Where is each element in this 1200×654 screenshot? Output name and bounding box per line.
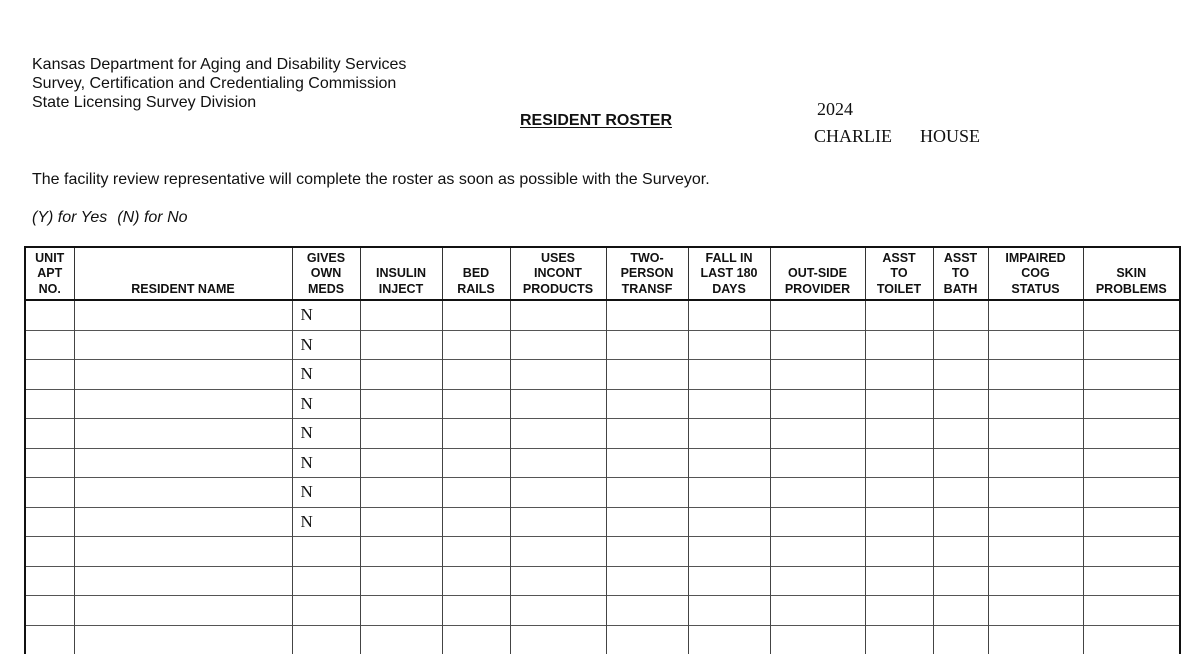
cell-two-person-transf[interactable] [606,507,688,537]
table-row [25,507,1180,537]
facility-name-part2: HOUSE [920,126,981,146]
facility-name [814,126,980,147]
cell-asst-to-bath[interactable] [933,507,988,537]
column-header-line: ASST [882,250,916,265]
cell-impaired-cog-status[interactable] [988,300,1083,330]
column-header-two-person-transf [606,247,688,300]
cell-impaired-cog-status[interactable] [988,389,1083,419]
column-header-line: BATH [943,281,978,296]
cell-skin-problems[interactable] [1083,389,1180,419]
cell-two-person-transf[interactable] [606,625,688,654]
cell-two-person-transf[interactable] [606,419,688,449]
cell-insulin-inject[interactable] [360,625,442,654]
column-header-line: DAYS [712,281,746,296]
cell-fall-in-last-180-days[interactable] [688,566,770,596]
cell-gives-own-meds[interactable]: N [292,448,360,478]
cell-uses-incont-products[interactable] [510,300,606,330]
cell-insulin-inject[interactable] [360,300,442,330]
cell-uses-incont-products[interactable] [510,507,606,537]
cell-uses-incont-products[interactable] [510,389,606,419]
column-header-line: TO [951,266,970,280]
instructions-text: The facility review representative will complete the roster as soon as possible with the Surveyor. [32,171,710,188]
cell-outside-provider[interactable] [770,566,865,596]
cell-outside-provider[interactable] [770,507,865,537]
cell-impaired-cog-status[interactable] [988,507,1083,537]
cell-asst-to-bath[interactable] [933,360,988,390]
cell-bed-rails[interactable] [442,566,510,596]
column-header-line: ASST [943,250,978,265]
page-title: RESIDENT ROSTER [520,112,673,129]
cell-resident-name[interactable] [74,330,292,360]
cell-gives-own-meds[interactable]: N [292,300,360,330]
cell-skin-problems[interactable] [1083,448,1180,478]
column-header-line: COG [1021,266,1050,280]
cell-impaired-cog-status[interactable] [988,537,1083,567]
cell-insulin-inject[interactable] [360,596,442,626]
cell-two-person-transf[interactable] [606,389,688,419]
column-header-impaired-cog-status [988,247,1083,300]
table-row [25,478,1180,508]
column-header-skin-problems [1083,247,1180,300]
cell-skin-problems[interactable] [1083,478,1180,508]
cell-fall-in-last-180-days[interactable] [688,330,770,360]
cell-insulin-inject[interactable] [360,419,442,449]
cell-fall-in-last-180-days[interactable] [688,360,770,390]
cell-gives-own-meds[interactable]: N [292,389,360,419]
cell-uses-incont-products[interactable] [510,330,606,360]
column-header-line: OUT-SIDE [787,266,848,280]
facility-name-part1: CHARLIE [814,126,892,146]
cell-uses-incont-products[interactable] [510,419,606,449]
column-header-line: PRODUCTS [522,281,594,296]
cell-unit-apt-no[interactable] [25,389,74,419]
survey-year: 2024 [817,99,853,119]
cell-asst-to-toilet[interactable] [865,330,933,360]
cell-asst-to-bath[interactable] [933,419,988,449]
cell-unit-apt-no[interactable] [25,448,74,478]
cell-asst-to-bath[interactable] [933,448,988,478]
cell-resident-name[interactable] [74,478,292,508]
column-header-line: TOILET [876,281,922,296]
table-body [25,300,1180,654]
cell-asst-to-toilet[interactable] [865,625,933,654]
column-header-line: TRANSF [621,281,673,296]
cell-impaired-cog-status[interactable] [988,448,1083,478]
column-header-uses-incont-products [510,247,606,300]
table-row [25,625,1180,654]
column-header-line: PROBLEMS [1095,281,1167,296]
cell-resident-name[interactable] [74,596,292,626]
column-header-line: IMPAIRED [1005,250,1066,265]
division-name: State Licensing Survey Division [32,94,257,111]
cell-outside-provider[interactable] [770,419,865,449]
column-header-bed-rails [442,247,510,300]
cell-impaired-cog-status[interactable] [988,330,1083,360]
cell-insulin-inject[interactable] [360,507,442,537]
column-header-line: LAST 180 [700,266,758,280]
column-header-line: RAILS [457,281,495,296]
table-row [25,419,1180,449]
resident-roster-table [24,246,1181,654]
cell-asst-to-bath[interactable] [933,537,988,567]
cell-gives-own-meds[interactable]: N [292,419,360,449]
cell-two-person-transf[interactable] [606,448,688,478]
cell-impaired-cog-status[interactable] [988,566,1083,596]
column-header-fall-in-last-180-days [688,247,770,300]
cell-uses-incont-products[interactable] [510,566,606,596]
cell-uses-incont-products[interactable] [510,360,606,390]
cell-skin-problems[interactable] [1083,537,1180,567]
cell-insulin-inject[interactable] [360,478,442,508]
cell-bed-rails[interactable] [442,448,510,478]
cell-unit-apt-no[interactable] [25,625,74,654]
cell-fall-in-last-180-days[interactable] [688,300,770,330]
column-header-line: PROVIDER [784,281,851,296]
agency-header [32,55,406,112]
cell-asst-to-bath[interactable] [933,566,988,596]
column-header-line: STATUS [1011,281,1060,296]
table-row [25,300,1180,330]
cell-uses-incont-products[interactable] [510,478,606,508]
yes-no-legend [32,209,188,227]
cell-resident-name[interactable] [74,300,292,330]
column-header-line: INCONT [534,266,582,280]
cell-resident-name[interactable] [74,419,292,449]
cell-gives-own-meds[interactable] [292,625,360,654]
cell-gives-own-meds[interactable] [292,537,360,567]
cell-two-person-transf[interactable] [606,478,688,508]
table-row [25,448,1180,478]
cell-unit-apt-no[interactable] [25,566,74,596]
cell-outside-provider[interactable] [770,537,865,567]
cell-unit-apt-no[interactable] [25,478,74,508]
cell-skin-problems[interactable] [1083,300,1180,330]
cell-bed-rails[interactable] [442,330,510,360]
cell-asst-to-toilet[interactable] [865,507,933,537]
cell-asst-to-bath[interactable] [933,330,988,360]
cell-fall-in-last-180-days[interactable] [688,448,770,478]
column-header-gives-own-meds [292,247,360,300]
cell-fall-in-last-180-days[interactable] [688,625,770,654]
table-row [25,389,1180,419]
cell-resident-name[interactable] [74,360,292,390]
cell-uses-incont-products[interactable] [510,625,606,654]
cell-insulin-inject[interactable] [360,389,442,419]
cell-impaired-cog-status[interactable] [988,360,1083,390]
cell-outside-provider[interactable] [770,330,865,360]
cell-uses-incont-products[interactable] [510,596,606,626]
cell-resident-name[interactable] [74,625,292,654]
cell-insulin-inject[interactable] [360,448,442,478]
cell-two-person-transf[interactable] [606,300,688,330]
column-header-line: FALL IN [705,250,753,265]
cell-gives-own-meds[interactable]: N [292,478,360,508]
cell-resident-name[interactable] [74,537,292,567]
cell-impaired-cog-status[interactable] [988,625,1083,654]
column-header-line: NO. [38,281,61,296]
cell-asst-to-toilet[interactable] [865,419,933,449]
cell-bed-rails[interactable] [442,389,510,419]
agency-name: Kansas Department for Aging and Disability Services [32,56,407,73]
column-header-line: APT [37,266,63,280]
column-header-line: OWN [310,266,342,280]
cell-resident-name[interactable] [74,389,292,419]
cell-bed-rails[interactable] [442,537,510,567]
cell-resident-name[interactable] [74,448,292,478]
cell-gives-own-meds[interactable]: N [292,507,360,537]
cell-insulin-inject[interactable] [360,537,442,567]
column-header-line: MEDS [307,281,345,296]
cell-two-person-transf[interactable] [606,537,688,567]
column-header-outside-provider [770,247,865,300]
cell-two-person-transf[interactable] [606,596,688,626]
column-header-unit-apt-no [25,247,74,300]
column-header-line: INJECT [378,281,424,296]
column-header-line: UNIT [35,250,65,265]
column-header-insulin-inject [360,247,442,300]
cell-unit-apt-no[interactable] [25,596,74,626]
table-row [25,330,1180,360]
cell-two-person-transf[interactable] [606,330,688,360]
cell-fall-in-last-180-days[interactable] [688,389,770,419]
cell-fall-in-last-180-days[interactable] [688,507,770,537]
cell-uses-incont-products[interactable] [510,537,606,567]
commission-name: Survey, Certification and Credentialing Commission [32,75,397,92]
cell-skin-problems[interactable] [1083,330,1180,360]
table-row [25,596,1180,626]
column-header-line: BED [462,266,490,280]
cell-fall-in-last-180-days[interactable] [688,537,770,567]
column-header-line: TWO- [630,250,664,265]
cell-unit-apt-no[interactable] [25,419,74,449]
cell-impaired-cog-status[interactable] [988,419,1083,449]
cell-resident-name[interactable] [74,507,292,537]
cell-asst-to-bath[interactable] [933,478,988,508]
cell-skin-problems[interactable] [1083,507,1180,537]
cell-bed-rails[interactable] [442,419,510,449]
cell-bed-rails[interactable] [442,478,510,508]
cell-asst-to-bath[interactable] [933,596,988,626]
cell-two-person-transf[interactable] [606,360,688,390]
column-header-line: INSULIN [376,266,426,280]
column-header-line: RESIDENT NAME [131,281,235,296]
cell-fall-in-last-180-days[interactable] [688,596,770,626]
cell-gives-own-meds[interactable]: N [292,330,360,360]
cell-skin-problems[interactable] [1083,596,1180,626]
cell-asst-to-toilet[interactable] [865,478,933,508]
cell-skin-problems[interactable] [1083,419,1180,449]
cell-outside-provider[interactable] [770,596,865,626]
cell-outside-provider[interactable] [770,300,865,330]
cell-two-person-transf[interactable] [606,566,688,596]
legend-yes: (Y) for Yes [32,209,108,226]
legend-no: (N) for No [117,209,188,226]
cell-uses-incont-products[interactable] [510,448,606,478]
table-row [25,537,1180,567]
cell-bed-rails[interactable] [442,360,510,390]
cell-asst-to-bath[interactable] [933,625,988,654]
cell-bed-rails[interactable] [442,507,510,537]
column-header-resident-name [74,247,292,300]
cell-outside-provider[interactable] [770,625,865,654]
cell-gives-own-meds[interactable] [292,596,360,626]
column-header-asst-to-bath [933,247,988,300]
column-header-line: PERSON [620,266,674,280]
cell-insulin-inject[interactable] [360,360,442,390]
column-header-asst-to-toilet [865,247,933,300]
cell-resident-name[interactable] [74,566,292,596]
cell-asst-to-toilet[interactable] [865,389,933,419]
cell-gives-own-meds[interactable]: N [292,360,360,390]
cell-outside-provider[interactable] [770,478,865,508]
cell-impaired-cog-status[interactable] [988,596,1083,626]
cell-asst-to-toilet[interactable] [865,537,933,567]
cell-unit-apt-no[interactable] [25,330,74,360]
cell-insulin-inject[interactable] [360,566,442,596]
column-header-line: USES [540,250,576,265]
cell-impaired-cog-status[interactable] [988,478,1083,508]
cell-fall-in-last-180-days[interactable] [688,419,770,449]
cell-asst-to-toilet[interactable] [865,596,933,626]
cell-asst-to-bath[interactable] [933,389,988,419]
column-header-line: GIVES [306,250,346,265]
cell-outside-provider[interactable] [770,448,865,478]
column-header-line: SKIN [1116,266,1147,280]
cell-unit-apt-no[interactable] [25,360,74,390]
cell-asst-to-toilet[interactable] [865,360,933,390]
cell-skin-problems[interactable] [1083,566,1180,596]
cell-unit-apt-no[interactable] [25,537,74,567]
cell-gives-own-meds[interactable] [292,566,360,596]
cell-bed-rails[interactable] [442,625,510,654]
cell-skin-problems[interactable] [1083,625,1180,654]
column-header-line: TO [890,266,908,280]
cell-bed-rails[interactable] [442,596,510,626]
table-row [25,566,1180,596]
cell-asst-to-toilet[interactable] [865,448,933,478]
cell-asst-to-toilet[interactable] [865,300,933,330]
table-row [25,360,1180,390]
cell-fall-in-last-180-days[interactable] [688,478,770,508]
cell-outside-provider[interactable] [770,360,865,390]
cell-outside-provider[interactable] [770,389,865,419]
cell-skin-problems[interactable] [1083,360,1180,390]
cell-insulin-inject[interactable] [360,330,442,360]
cell-bed-rails[interactable] [442,300,510,330]
cell-unit-apt-no[interactable] [25,507,74,537]
table-header-row [25,247,1180,300]
cell-asst-to-bath[interactable] [933,300,988,330]
cell-unit-apt-no[interactable] [25,300,74,330]
cell-asst-to-toilet[interactable] [865,566,933,596]
